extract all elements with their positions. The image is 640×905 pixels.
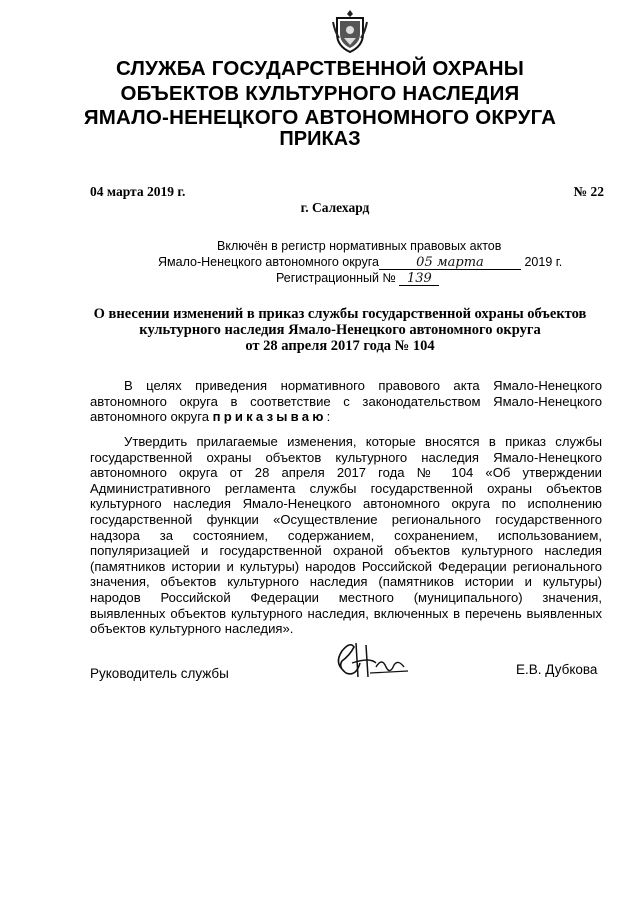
org-name-line-2: ОБЪЕКТОВ КУЛЬТУРНОГО НАСЛЕДИЯ [120, 82, 520, 105]
registration-number-label: Регистрационный № [276, 271, 396, 285]
registration-line-3 [276, 271, 439, 286]
subject-line: культурного наследия Ямало-Ненецкого автономного округа [139, 322, 541, 338]
handwritten-signature-icon [330, 633, 410, 683]
registration-line-1: Включён в регистр нормативных правовых актов [217, 239, 502, 253]
registration-number-handwritten: 139 [399, 272, 439, 286]
registration-line-2 [158, 255, 562, 270]
preamble-paragraph [90, 378, 602, 425]
coat-of-arms-icon [331, 8, 369, 54]
paragraph-line: Утвердить прилагаемые изменения, которые вносятся в приказ службы [124, 434, 602, 449]
paragraph-line [90, 409, 602, 425]
paragraph-line: народов Российской Федерации местного (муниципального) значения, [90, 589, 602, 605]
document-type: ПРИКАЗ [279, 128, 361, 150]
registration-year: 2019 г. [524, 255, 563, 269]
org-name-line-3: ЯМАЛО-НЕНЕЦКОГО АВТОНОМНОГО ОКРУГА [83, 106, 557, 129]
subject-line: от 28 апреля 2017 года № 104 [245, 338, 435, 354]
paragraph-line: выявленных объектов культурного наследия, включенных в перечень выявленных [90, 605, 602, 621]
paragraph-line: автономного округа от 28 апреля 2017 года № 104 «Об утверждении [90, 465, 602, 481]
subject-line: О внесении изменений в приказ службы государственной охраны объектов [93, 306, 587, 322]
paragraph-line: значения, объектов культурного наследия (памятников истории и культуры) [90, 574, 602, 590]
signer-role: Руководитель службы [90, 666, 229, 681]
registration-date-handwritten: 05 марта [379, 256, 521, 270]
paragraph-line: (памятников истории и культуры) народов Российской Федерации регионального [90, 558, 602, 574]
signer-name: Е.В. Дубкова [516, 662, 598, 677]
order-subject [70, 306, 610, 354]
paragraph-line: В целях приведения нормативного правового акта Ямало-Ненецкого [124, 378, 602, 393]
paragraph-line: культурного наследия Ямало-Ненецкого автономного округа по исполнению [90, 496, 602, 512]
preamble-tail: автономного округа [90, 409, 209, 425]
paragraph-line: государственной охраны объектов культурного наследия Ямало-Ненецкого [90, 449, 602, 465]
order-city: г. Салехард [300, 200, 370, 215]
order-number: № 22 [573, 184, 604, 199]
order-paragraph [90, 434, 602, 637]
registration-region: Ямало-Ненецкого автономного округа [158, 255, 379, 269]
paragraph-line: автономного округа в соответствие с законодательством Ямало-Ненецкого [90, 393, 602, 409]
org-name-line-1: СЛУЖБА ГОСУДАРСТВЕННОЙ ОХРАНЫ [116, 57, 524, 80]
paragraph-line: надзора за состоянием, содержанием, сохранением, использованием, [90, 527, 602, 543]
order-keyword: приказываю [212, 409, 327, 425]
order-date: 04 марта 2019 г. [90, 184, 186, 199]
paragraph-line: объектов культурного наследия». [90, 621, 294, 637]
preamble-colon: : [326, 409, 331, 425]
paragraph-line: популяризацией и государственной охраной объектов культурного наследия [90, 543, 602, 559]
paragraph-line: государственной функции «Осуществление регионального государственного [90, 511, 602, 527]
paragraph-line: Административного регламента службы государственной охраны объектов [90, 480, 602, 496]
